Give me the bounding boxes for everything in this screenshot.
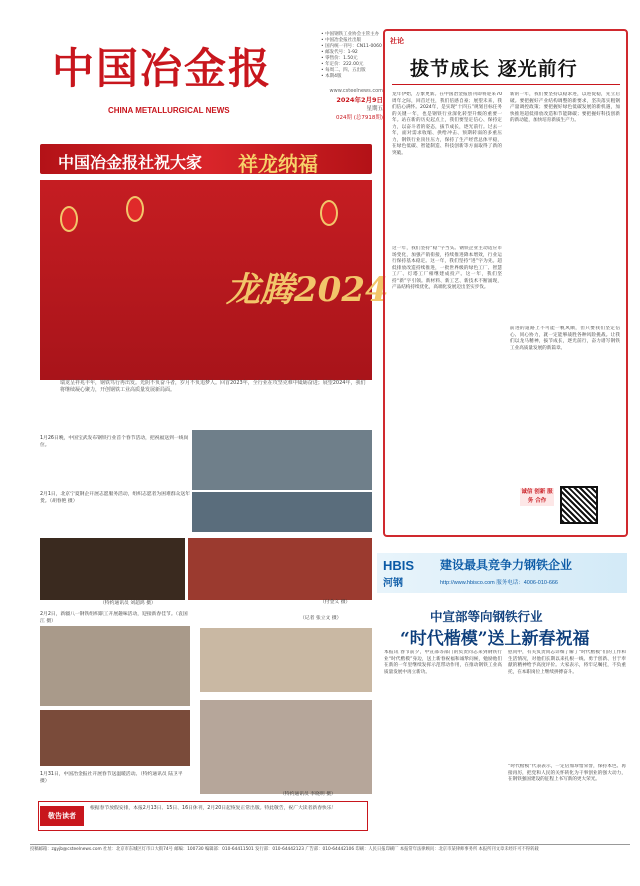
news-photo [192, 430, 372, 490]
news-photo [188, 538, 372, 600]
greeting-banner-text: 中国冶金报社祝大家 [58, 153, 203, 172]
newspaper-slogan: 诚信 创新 服务 合作 [521, 489, 553, 504]
editorial-column: 新的一年，我们要坚持以稳求进，以进促稳，先立后破。要把握好产业结构调整的新要求，坚决落实粗钢产量调控政策；要把握好绿色低碳发展的新机遇，加快推进超低排放改造和节能降碳；要把握好科技创新的新动能，加快培育新质生产力。 [510, 92, 620, 123]
meta-line: • 零售价：1.50元 [321, 56, 358, 61]
page-footer: 投稿邮箱：zgyjb@csteelnews.com 社址：北京市东城区灯市口大街74号 邮编：100730 编辑部：010-64411501 发行部：010-64442123 广告部：010-64442106 印刷：人民日报印刷厂 本报常年法律顾问：北京市某律师事务所 本报所刊文章未经许可不得转载 [30, 844, 630, 854]
editorial-tag: 社论 [390, 37, 404, 45]
lantern-icon [60, 206, 78, 232]
hero-caption: 瑞龙呈祥兆丰年，钢铁笃行再出发。光阴不负奋斗者，岁月不负追梦人。回首2023年，全行业在攻坚克难中砥砺奋进；展望2024年，我们将继续凝心聚力，开创钢铁工业高质量发展新局面。 [60, 380, 366, 393]
issue-weekday: 星期五 [366, 106, 383, 112]
masthead-date [321, 96, 383, 123]
photo-caption: （特约通讯员 李晓明 摄） [280, 792, 336, 797]
meta-line: • 每周二、四、五出版 [321, 68, 366, 73]
news-body: 本报讯 春节前夕，中宣部等部门的负责同志来到钢铁行业“时代楷模”身边，送上新春祝福和诚挚问候，勉励他们在新的一年里继续发挥示范带动作用，在推动钢铁工业高质量发展中再立新功。 [384, 650, 502, 675]
photo-caption: 2月1日，北京宁夏钢企开展志愿服务活动，组织志愿者为困难群众送年货。（胡春艳 摄） [40, 492, 191, 504]
news-body: 慰问中，有关负责同志详细了解了“时代楷模”们的工作和生活情况，对他们长期以来扎根一线、勇于创新、甘于奉献的精神给予高度评价。大家表示，将牢记嘱托，不负重托，在本职岗位上继续拼搏奋斗。 [508, 650, 626, 675]
meta-line: • 年定价：222.00元 [321, 62, 364, 67]
photo-caption: 1月26日晚，中国宝武发布钢铁行业首个春节活动，把祝福送到一线岗位。 [40, 436, 189, 448]
masthead-url[interactable]: www.csteelnews.com [329, 88, 383, 94]
meta-line: • 国内统一刊号：CN11-0060 [321, 44, 382, 49]
news-photo [200, 700, 372, 794]
editorial-column: 龙年伊始，万象更新。在中国冶金报创刊即将迎来70周年之际，回首过往，我们倍感自豪；展望未来，我们信心满怀。2024年，是实现“十四五”规划目标任务的关键一年，也是钢铁行业深化转型升级的重要一年。站在新的历史起点上，我们要坚定信心、保持定力，以奋斗者的姿态，拔节成长，逐光前行。过去一年，面对需求收缩、供给冲击、预期转弱的多重压力，钢铁行业顶住压力，保持了生产经营总体平稳，在绿色低碳、智能制造、科技创新等方面取得了新的突破。 [392, 92, 502, 156]
divider [392, 84, 620, 85]
reader-notice-text: 根据春节放假安排，本报2月13日、15日、16日休刊，2月20日起恢复正常出版。特此敬告，祝广大读者新春快乐！ [90, 806, 337, 811]
reader-notice-tag: 敬告读者 [40, 806, 84, 826]
editorial-title: 拔节成长 逐光前行 [410, 58, 578, 80]
hbis-url[interactable]: http://www.hbisco.com 服务电话：4006-010-666 [440, 580, 558, 586]
lantern-icon [126, 196, 144, 222]
photo-caption: （记者 张立文 摄） [300, 616, 342, 621]
photo-caption: （付金义 摄） [320, 600, 351, 605]
greeting-banner-text2: 祥龙纳福 [238, 152, 318, 176]
photo-caption: （特约通讯员 刘超鸿 摄） [100, 601, 156, 606]
editorial-column: 这一年，我们坚持“稳”字当头。钢铁企业主动适应市场变化，加强产销衔接，持续推进降本增效，行业运行保持基本稳定。这一年，我们坚持“进”字为先。超低排放改造持续推进，一批世界级的绿色工厂、智慧工厂、灯塔工厂相继建成投产。这一年，我们坚持“新”字引领。新材料、新工艺、新技术不断涌现，产品结构持续优化，高端化发展迈出坚实步伐。 [392, 246, 502, 290]
masthead-meta [321, 32, 383, 80]
meta-line: • 邮发代号：1-92 [321, 50, 358, 55]
hbis-slogan: 建设最具竞争力钢铁企业 [440, 558, 573, 572]
hero-text: 龙腾2024 [226, 270, 389, 310]
meta-line: • 中国钢铁工业协会主管主办 [321, 32, 380, 37]
news-headline: “时代楷模”送上新春祝福 [400, 629, 590, 649]
hbis-logo-cn: 河钢 [383, 578, 403, 589]
meta-line: • 中国冶金报社出版 [321, 38, 362, 43]
issue-date: 2024年2月9日 [336, 96, 383, 104]
photo-caption: 1月31日，中国冶金报社开展春节送温暖活动。（特约通讯员 陆卫平 摄） [40, 772, 183, 784]
editorial-column: 前进的道路上不可能一帆风顺，但只要我们坚定信心、同心协力，就一定能够战胜各种风险挑战。让我们以龙马精神，拔节成长，逐光前行，奋力谱写钢铁工业高质量发展的新篇章。 [510, 326, 620, 351]
news-photo [200, 628, 372, 692]
photo-caption: 2月2日，新疆八一钢铁组织职工开展趣味活动，迎接新春佳节。（袁国江 摄） [40, 612, 188, 624]
news-headline-kicker: 中宣部等向钢铁行业 [430, 609, 543, 624]
news-body: “时代楷模”代表表示，一定倍加珍惜荣誉，保持本色、再接再厉，把党和人民的关怀转化为干事创业的强大动力，在钢铁强国建设的征程上书写新的更大荣光。 [508, 764, 626, 782]
news-photo [192, 492, 372, 532]
issue-number: 024期 (总7918期) [335, 115, 383, 121]
meta-line: • 本期4版 [321, 74, 342, 79]
news-photo [40, 626, 190, 706]
qr-code-icon[interactable] [560, 486, 598, 524]
masthead-title: 中国冶金报 [52, 44, 273, 93]
news-photo [40, 538, 185, 600]
news-photo [40, 710, 190, 766]
lantern-icon [320, 200, 338, 226]
hbis-logo: HBIS [383, 558, 415, 573]
masthead-title-en: CHINA METALLURGICAL NEWS [108, 106, 230, 115]
